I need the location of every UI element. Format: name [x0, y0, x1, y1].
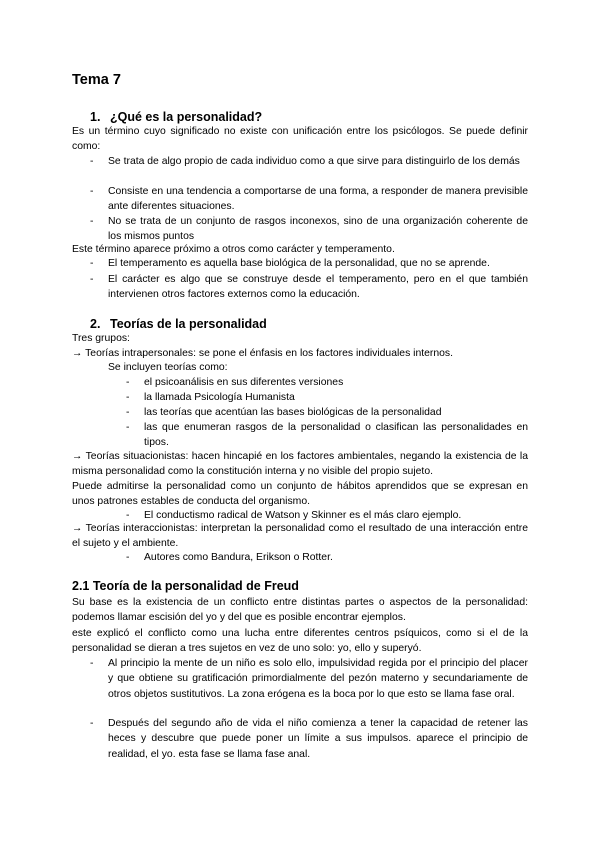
list-item: - las que enumeran rasgos de la personalidad o clasifican las personalidades en tipos.	[126, 422, 528, 449]
list-item: - Al principio la mente de un niño es solo ello, impulsividad regida por el principio del placer y que obtiene su gratificación primordialmente del pezón materno y secundariamente de otros objetos sustitutivos. La zona erógena es la boca por lo que esto se llama fase oral.	[90, 658, 528, 700]
section-1-number: 1.	[90, 110, 101, 124]
page-title: Tema 7	[72, 72, 121, 88]
list-item-text: Al principio la mente de un niño es solo ello, impulsividad regida por el principio del placer y que obtiene su gratificación primordialmente del pezón materno y secundariamente de otros objetos sustitutivos. La zona erógena es la boca por lo que esto se llama fase oral.	[108, 658, 528, 700]
freud-paragraph-2: este explicó el conflicto como una lucha entre diferentes centros psíquicos, como si el de la personalidad se dieran a tres sujetos en vez de uno solo: yo, ello y superyó.	[72, 628, 528, 655]
list-item: - Autores como Bandura, Erikson o Rotter.	[126, 552, 333, 563]
list-item: - Se trata de algo propio de cada individuo como a que sirve para distinguirlo de los demás	[90, 156, 520, 167]
interactionist-theories: → Teorías interaccionistas: interpretan la personalidad como el resultado de una interacción entre el sujeto y el ambiente.	[72, 523, 528, 550]
section-1-heading	[90, 110, 262, 124]
list-item: - Consiste en una tendencia a comportarse de una forma, a responder de manera previsible ante diferentes situaciones.	[90, 186, 528, 213]
list-item-text: El carácter es algo que se construye desde el temperamento, pero en el que también intervienen otros factores externos como la educación.	[108, 274, 528, 301]
section-2-number: 2.	[90, 317, 101, 331]
list-item: - No se trata de un conjunto de rasgos inconexos, sino de una organización coherente de los mismos puntos	[90, 216, 528, 243]
list-item: - El conductismo radical de Watson y Skinner es el más claro ejemplo.	[126, 510, 462, 521]
section-2-groups: Tres grupos:	[72, 333, 130, 344]
list-item: - la llamada Psicología Humanista	[126, 392, 295, 403]
list-item-text: Consiste en una tendencia a comportarse de una forma, a responder de manera previsible ante diferentes situaciones.	[108, 186, 528, 213]
list-item-text: Después del segundo año de vida el niño comienza a tener la capacidad de retener las heces y descubre que puede poner un límite a sus impulsos. aparece el principio de realidad, el yo. esta fase se llama fase anal.	[108, 718, 528, 760]
section-2-1-heading: 2.1 Teoría de la personalidad de Freud	[72, 579, 299, 593]
list-item-text: Se trata de algo propio de cada individuo como a que sirve para distinguirlo de los demás	[108, 156, 520, 167]
intrapersonal-sub: Se incluyen teorías como:	[108, 362, 228, 373]
list-item-text: las que enumeran rasgos de la personalidad o clasifican las personalidades en tipos.	[144, 422, 528, 449]
list-item: - El temperamento es aquella base biológica de la personalidad, que no se aprende.	[90, 258, 490, 269]
list-item: - El carácter es algo que se construye desde el temperamento, pero en el que también intervienen otros factores externos como la educación.	[90, 274, 528, 301]
list-item: - las teorías que acentúan las bases biológicas de la personalidad	[126, 407, 442, 418]
section-2-heading	[90, 317, 267, 331]
list-item-text: Autores como Bandura, Erikson o Rotter.	[144, 552, 333, 563]
list-item-text: No se trata de un conjunto de rasgos inconexos, sino de una organización coherente de los mismos puntos	[108, 216, 528, 243]
section-1-title: ¿Qué es la personalidad?	[110, 110, 263, 124]
situationist-paragraph: Puede admitirse la personalidad como un conjunto de hábitos aprendidos que se expresan en unos patrones estables de conducta del organismo.	[72, 481, 528, 508]
section-1-intro: Es un término cuyo significado no existe con unificación entre los psicólogos. Se puede definir como:	[72, 126, 528, 153]
list-item: - el psicoanálisis en sus diferentes versiones	[126, 377, 344, 388]
list-item-text: El conductismo radical de Watson y Skinner es el más claro ejemplo.	[144, 510, 462, 521]
section-2-title: Teorías de la personalidad	[110, 317, 267, 331]
intrapersonal-theories: → Teorías intrapersonales: se pone el énfasis en los factores individuales internos.	[72, 348, 454, 359]
freud-paragraph-1: Su base es la existencia de un conflicto entre distintas partes o aspectos de la personalidad: podemos llamar escisión del yo y del que es posible encontrar ejemplos.	[72, 597, 528, 624]
list-item-text: las teorías que acentúan las bases biológicas de la personalidad	[144, 407, 442, 418]
section-1-mid-paragraph: Este término aparece próximo a otros como carácter y temperamento.	[72, 244, 395, 255]
list-item: - Después del segundo año de vida el niño comienza a tener la capacidad de retener las heces y descubre que puede poner un límite a sus impulsos. aparece el principio de realidad, el yo. esta fase se llama fase anal.	[90, 718, 528, 760]
situationist-theories: → Teorías situacionistas: hacen hincapié en los factores ambientales, negando la existencia de la misma personalidad como la constitución interna y no visible del propio sujeto.	[72, 451, 528, 478]
list-item-text: el psicoanálisis en sus diferentes versiones	[144, 377, 344, 388]
list-item-text: la llamada Psicología Humanista	[144, 392, 295, 403]
list-item-text: El temperamento es aquella base biológica de la personalidad, que no se aprende.	[108, 258, 490, 269]
